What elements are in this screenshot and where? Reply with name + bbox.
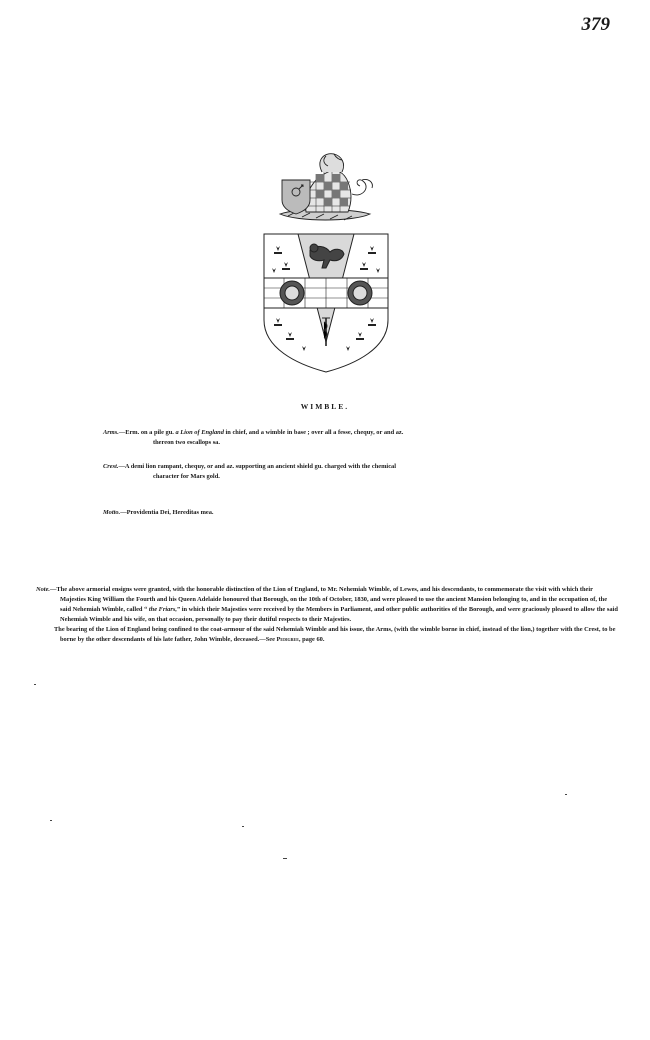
arms-text-a: —Erm. on a pile gu. <box>118 429 176 436</box>
shield-illustration <box>264 234 388 372</box>
note-paragraph-1 <box>36 585 618 625</box>
crest-illustration <box>280 154 372 220</box>
coat-of-arms-illustration <box>258 142 394 374</box>
paper-speck <box>50 820 52 821</box>
arms-blazon <box>103 428 573 448</box>
note-section <box>36 585 618 645</box>
crest-text-line2: character for Mars gold. <box>153 473 220 480</box>
note-text-1-italic: the Friars, <box>148 606 177 613</box>
paper-speck <box>34 684 36 685</box>
motto-text: —Providentia Dei, Hereditas mea. <box>120 509 214 516</box>
crest-label: Crest. <box>103 463 119 470</box>
note-text-2b: , page 60. <box>298 636 325 643</box>
paper-speck <box>565 794 567 795</box>
arms-text-line2: thereon two escallops sa. <box>153 439 220 446</box>
arms-label: Arms. <box>103 429 119 436</box>
note-label: Note. <box>36 586 51 593</box>
motto-label: Motto. <box>103 509 121 516</box>
family-name-heading: WIMBLE. <box>300 402 350 411</box>
paper-speck <box>242 826 244 827</box>
arms-text-b: in chief, and a wimble in base ; over all a fesse, chequy, or and az. <box>223 429 404 436</box>
pedigree-reference: Pedigree <box>276 636 299 643</box>
crest-blazon <box>103 462 573 482</box>
paper-speck <box>283 858 287 859</box>
arms-text-italic: a Lion of England <box>175 429 224 436</box>
crest-text-line1: —A demi lion rampant, chequy, or and az. supporting an ancient shield gu. charged with the chemical <box>118 463 396 470</box>
note-text-2a: The bearing of the Lion of England being confined to the coat-armour of the said Nehemiah Wimble and his issue, the Arms, (with the wimble borne in chief, instead of the lion,) together with the Crest, to be borne by the other descendants of his late father, John Wimble, deceased.—See <box>54 626 616 643</box>
note-paragraph-2 <box>36 625 618 645</box>
note-text-1b: ” in which their Majesties were received by the Members in Parliament, and other public authorities of the Borough, and were graciously pleased to allow the said Nehemiah Wimble and his wife, on that occasion, personally to pay their dutiful respects to their Majesties. <box>60 606 618 623</box>
note-text-1a: —The above armorial ensigns were granted, with the honorable distinction of the Lion of England, to Mr. Nehemiah Wimble, of Lewes, and his descendants, to commemorate the visit with which their Majesties King William the Fourth and his Queen Adelaide honoured that Borough, on the 10th of October, 1830, and were pleased to use the ancient Mansion belonging to, and in the occupation of, the said Nehemiah Wimble, called “ <box>50 586 608 613</box>
motto <box>103 508 403 518</box>
page-number: 379 <box>581 14 610 35</box>
